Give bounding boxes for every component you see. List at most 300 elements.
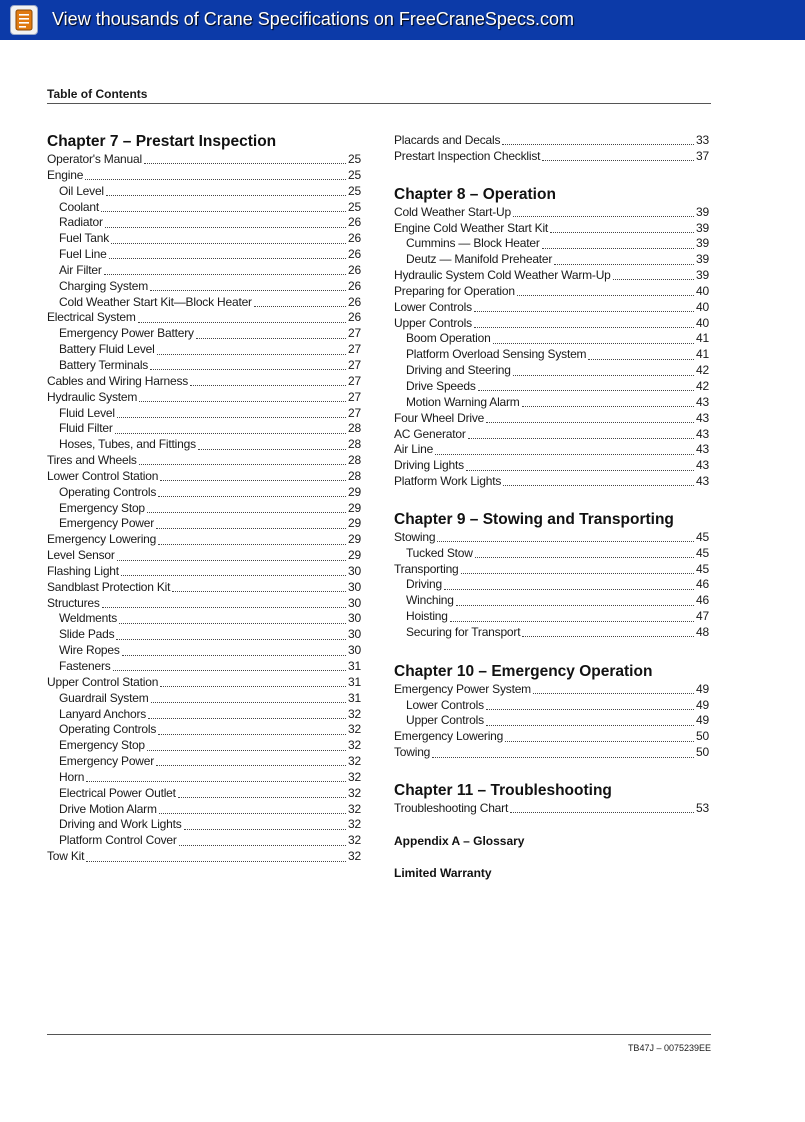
toc-entry-page: 26 bbox=[348, 294, 361, 309]
toc-dot-leader bbox=[158, 732, 346, 735]
toc-entry-label: Drive Speeds bbox=[406, 378, 476, 393]
toc-entry-fuel-tank[interactable] bbox=[47, 231, 361, 247]
toc-entry-slide-pads[interactable] bbox=[47, 627, 361, 643]
toc-entry-label: Upper Controls bbox=[406, 713, 484, 728]
toc-dot-leader bbox=[115, 431, 346, 434]
toc-entry-operating-controls[interactable] bbox=[47, 485, 361, 501]
toc-entry-page: 45 bbox=[696, 545, 709, 560]
toc-entry-level-sensor[interactable] bbox=[47, 548, 361, 564]
chapter-9-title: Chapter 9 – Stowing and Transporting bbox=[394, 510, 674, 528]
toc-entry-label: Cold Weather Start Kit—Block Heater bbox=[59, 294, 252, 309]
toc-entry-label: Prestart Inspection Checklist bbox=[394, 148, 541, 163]
toc-entry-page: 39 bbox=[696, 252, 709, 267]
toc-entry-page: 42 bbox=[696, 378, 709, 393]
toc-entry-page: 27 bbox=[348, 326, 361, 341]
toc-entry-page: 32 bbox=[348, 817, 361, 832]
toc-entry-label: Electrical System bbox=[47, 310, 136, 325]
toc-entry-page: 30 bbox=[348, 643, 361, 658]
toc-dot-leader bbox=[101, 209, 346, 212]
toc-entry-tucked-stow[interactable] bbox=[394, 546, 709, 562]
toc-dot-leader bbox=[160, 684, 346, 687]
toc-entry-label: Preparing for Operation bbox=[394, 283, 515, 298]
toc-entry-page: 40 bbox=[696, 315, 709, 330]
toc-entry-label: Air Line bbox=[394, 442, 434, 457]
toc-entry-emergency-power-system[interactable] bbox=[394, 682, 709, 698]
toc-dot-leader bbox=[432, 755, 694, 758]
toc-entry-page: 49 bbox=[696, 697, 709, 712]
toc-dot-leader bbox=[106, 193, 346, 196]
toc-entry-tires-and-wheels[interactable] bbox=[47, 453, 361, 469]
toc-entry-page: 32 bbox=[348, 769, 361, 784]
toc-entry-operating-controls[interactable] bbox=[47, 722, 361, 738]
toc-entry-wire-ropes[interactable] bbox=[47, 643, 361, 659]
toc-entry-deutz-manifold-preheater[interactable] bbox=[394, 252, 709, 268]
toc-dot-leader bbox=[138, 320, 346, 323]
toc-entry-page: 25 bbox=[348, 167, 361, 182]
toc-entry-lower-control-station[interactable] bbox=[47, 469, 361, 485]
toc-entry-label: Charging System bbox=[59, 278, 149, 293]
toc-entry-page: 26 bbox=[348, 278, 361, 293]
toc-entry-page: 39 bbox=[696, 236, 709, 251]
toc-entry-page: 32 bbox=[348, 833, 361, 848]
toc-entry-label: Emergency Power bbox=[59, 516, 155, 531]
toc-dot-leader bbox=[468, 436, 694, 439]
toc-dot-leader bbox=[522, 634, 694, 637]
toc-entry-driving[interactable] bbox=[394, 577, 709, 593]
toc-entry-label: Guardrail System bbox=[59, 690, 149, 705]
toc-entry-page: 47 bbox=[696, 609, 709, 624]
chapter-10-entries bbox=[394, 682, 709, 761]
toc-entry-fasteners[interactable] bbox=[47, 659, 361, 675]
chapter-8-title: Chapter 8 – Operation bbox=[394, 185, 556, 203]
toc-entry-label: Stowing bbox=[394, 529, 436, 544]
toc-entry-label: Engine Cold Weather Start Kit bbox=[394, 220, 549, 235]
toc-entry-prestart-inspection-checklist[interactable] bbox=[394, 149, 709, 165]
toc-entry-drive-motion-alarm[interactable] bbox=[47, 802, 361, 818]
toc-entry-emergency-lowering[interactable] bbox=[394, 729, 709, 745]
toc-entry-winching[interactable] bbox=[394, 593, 709, 609]
toc-entry-page: 48 bbox=[696, 624, 709, 639]
footer-divider bbox=[47, 1034, 711, 1035]
toc-entry-page: 53 bbox=[696, 801, 709, 815]
toc-entry-battery-terminals[interactable] bbox=[47, 358, 361, 374]
toc-entry-electrical-system[interactable] bbox=[47, 310, 361, 326]
toc-entry-label: Fluid Filter bbox=[59, 421, 113, 436]
toc-entry-hoisting[interactable] bbox=[394, 609, 709, 625]
toc-dot-leader bbox=[179, 843, 346, 846]
toc-entry-boom-operation[interactable] bbox=[394, 331, 709, 347]
toc-entry-label: Oil Level bbox=[59, 183, 104, 198]
toc-dot-leader bbox=[156, 526, 346, 529]
toc-entry-label: Four Wheel Drive bbox=[394, 410, 485, 425]
toc-entry-four-wheel-drive[interactable] bbox=[394, 411, 709, 427]
toc-entry-page: 43 bbox=[696, 474, 709, 489]
toc-entry-label: Coolant bbox=[59, 199, 99, 214]
toc-entry-flashing-light[interactable] bbox=[47, 564, 361, 580]
toc-entry-page: 27 bbox=[348, 342, 361, 357]
toc-entry-page: 32 bbox=[348, 754, 361, 769]
toc-dot-leader bbox=[178, 795, 346, 798]
toc-dot-leader bbox=[117, 415, 346, 418]
toc-entry-label: Fasteners bbox=[59, 659, 111, 673]
toc-entry-label: Emergency Lowering bbox=[394, 729, 504, 744]
toc-entry-upper-control-station[interactable] bbox=[47, 675, 361, 691]
toc-entry-page: 26 bbox=[348, 231, 361, 246]
toc-dot-leader bbox=[196, 336, 346, 339]
toc-entry-structures[interactable] bbox=[47, 596, 361, 612]
header-divider bbox=[47, 103, 711, 104]
toc-entry-fuel-line[interactable] bbox=[47, 247, 361, 263]
toc-entry-label: Emergency Power bbox=[59, 754, 155, 769]
toc-dot-leader bbox=[502, 142, 694, 145]
toc-entry-label: Placards and Decals bbox=[394, 133, 501, 147]
toc-entry-label: Cables and Wiring Harness bbox=[47, 373, 189, 388]
toc-entry-label: AC Generator bbox=[394, 426, 466, 441]
toc-dot-leader bbox=[159, 811, 346, 814]
chapter-10-title: Chapter 10 – Emergency Operation bbox=[394, 662, 653, 680]
toc-entry-page: 49 bbox=[696, 681, 709, 696]
toc-entry-page: 45 bbox=[696, 561, 709, 576]
toc-entry-lower-controls[interactable] bbox=[394, 698, 709, 714]
toc-dot-leader bbox=[172, 589, 346, 592]
toc-dot-leader bbox=[156, 763, 346, 766]
toc-dot-leader bbox=[104, 272, 346, 275]
toc-entry-page: 30 bbox=[348, 627, 361, 642]
toc-entry-driving-lights[interactable] bbox=[394, 458, 709, 474]
toc-entry-label: Emergency Power Battery bbox=[59, 326, 194, 341]
toc-entry-page: 29 bbox=[348, 500, 361, 515]
toc-dot-leader bbox=[475, 555, 694, 558]
toc-entry-page: 30 bbox=[348, 579, 361, 594]
toc-entry-label: Emergency Power System bbox=[394, 681, 531, 696]
toc-entry-cold-weather-start-kit-block-heater[interactable] bbox=[47, 295, 361, 311]
document-code: TB47J – 0075239EE bbox=[627, 1043, 711, 1053]
toc-entry-platform-overload-sensing-system[interactable] bbox=[394, 347, 709, 363]
banner-link[interactable]: View thousands of Crane Specifications on FreeCraneSpecs.com bbox=[52, 9, 574, 29]
toc-entry-page: 45 bbox=[696, 529, 709, 544]
toc-dot-leader bbox=[550, 230, 694, 233]
toc-dot-leader bbox=[437, 539, 694, 542]
toc-entry-engine[interactable] bbox=[47, 168, 361, 184]
toc-entry-page: 25 bbox=[348, 199, 361, 214]
toc-entry-page: 32 bbox=[348, 785, 361, 800]
toc-dot-leader bbox=[533, 691, 694, 694]
toc-entry-page: 40 bbox=[696, 283, 709, 298]
toc-entry-lower-controls[interactable] bbox=[394, 300, 709, 316]
toc-dot-leader bbox=[119, 621, 346, 624]
toc-entry-emergency-power-battery[interactable] bbox=[47, 326, 361, 342]
toc-entry-label: Driving bbox=[406, 577, 442, 592]
chapter-7-continued-entries bbox=[394, 133, 709, 165]
toc-entry-drive-speeds[interactable] bbox=[394, 379, 709, 395]
toc-entry-troubleshooting-chart[interactable] bbox=[394, 801, 709, 817]
toc-entry-page: 28 bbox=[348, 421, 361, 436]
toc-right-column bbox=[394, 133, 709, 881]
toc-dot-leader bbox=[435, 452, 694, 455]
toc-entry-motion-warning-alarm[interactable] bbox=[394, 395, 709, 411]
toc-entry-page: 31 bbox=[348, 674, 361, 689]
toc-entry-label: Operating Controls bbox=[59, 722, 157, 737]
toc-entry-page: 39 bbox=[696, 220, 709, 235]
toc-entry-page: 27 bbox=[348, 357, 361, 372]
toc-entry-page: 42 bbox=[696, 363, 709, 378]
toc-dot-leader bbox=[474, 309, 694, 312]
toc-entry-emergency-stop[interactable] bbox=[47, 738, 361, 754]
toc-entry-driving-and-steering[interactable] bbox=[394, 363, 709, 379]
toc-dot-leader bbox=[144, 161, 346, 164]
document-icon bbox=[10, 5, 38, 35]
toc-entry-page: 41 bbox=[696, 331, 709, 346]
toc-entry-towing[interactable] bbox=[394, 745, 709, 761]
toc-dot-leader bbox=[148, 716, 346, 719]
toc-dot-leader bbox=[588, 357, 694, 360]
toc-entry-page: 26 bbox=[348, 310, 361, 325]
toc-dot-leader bbox=[113, 668, 346, 671]
toc-dot-leader bbox=[86, 859, 346, 862]
toc-entry-label: Tow Kit bbox=[47, 849, 85, 864]
toc-entry-emergency-lowering[interactable] bbox=[47, 532, 361, 548]
toc-entry-label: Towing bbox=[394, 745, 431, 760]
toc-dot-leader bbox=[157, 352, 346, 355]
toc-entry-page: 32 bbox=[348, 722, 361, 737]
toc-entry-stowing[interactable] bbox=[394, 530, 709, 546]
toc-entry-charging-system[interactable] bbox=[47, 279, 361, 295]
toc-entry-label: Tires and Wheels bbox=[47, 453, 137, 468]
toc-entry-coolant[interactable] bbox=[47, 200, 361, 216]
toc-entry-page: 30 bbox=[348, 611, 361, 626]
toc-entry-label: Air Filter bbox=[59, 262, 102, 277]
toc-entry-operator-s-manual[interactable] bbox=[47, 152, 361, 168]
toc-entry-radiator[interactable] bbox=[47, 215, 361, 231]
toc-entry-fluid-level[interactable] bbox=[47, 406, 361, 422]
toc-entry-label: Lower Control Station bbox=[47, 468, 159, 483]
toc-entry-page: 27 bbox=[348, 389, 361, 404]
page-title: Table of Contents bbox=[47, 87, 148, 101]
toc-dot-leader bbox=[198, 447, 346, 450]
toc-entry-weldments[interactable] bbox=[47, 611, 361, 627]
toc-entry-label: Operator's Manual bbox=[47, 152, 142, 166]
toc-dot-leader bbox=[85, 177, 346, 180]
toc-entry-page: 27 bbox=[348, 405, 361, 420]
toc-entry-label: Flashing Light bbox=[47, 563, 119, 578]
toc-entry-page: 27 bbox=[348, 373, 361, 388]
toc-entry-horn[interactable] bbox=[47, 770, 361, 786]
toc-dot-leader bbox=[147, 510, 346, 513]
toc-entry-label: Structures bbox=[47, 595, 100, 610]
chapter-11-entries bbox=[394, 801, 709, 817]
toc-entry-electrical-power-outlet[interactable] bbox=[47, 786, 361, 802]
toc-entry-page: 29 bbox=[348, 548, 361, 563]
toc-entry-hoses-tubes-and-fittings[interactable] bbox=[47, 437, 361, 453]
toc-dot-leader bbox=[102, 605, 346, 608]
toc-entry-page: 30 bbox=[348, 595, 361, 610]
toc-entry-platform-work-lights[interactable] bbox=[394, 474, 709, 490]
toc-entry-preparing-for-operation[interactable] bbox=[394, 284, 709, 300]
toc-entry-page: 26 bbox=[348, 247, 361, 262]
toc-entry-label: Engine bbox=[47, 167, 84, 182]
toc-entry-oil-level[interactable] bbox=[47, 184, 361, 200]
toc-dot-leader bbox=[150, 367, 346, 370]
toc-dot-leader bbox=[184, 827, 346, 830]
toc-entry-label: Hydraulic System bbox=[47, 389, 138, 404]
toc-dot-leader bbox=[503, 483, 694, 486]
toc-dot-leader bbox=[450, 619, 694, 622]
toc-dot-leader bbox=[461, 571, 695, 574]
toc-dot-leader bbox=[139, 399, 346, 402]
toc-entry-label: Battery Terminals bbox=[59, 357, 149, 372]
toc-entry-page: 32 bbox=[348, 738, 361, 753]
toc-entry-engine-cold-weather-start-kit[interactable] bbox=[394, 221, 709, 237]
toc-entry-label: Lower Controls bbox=[394, 299, 472, 314]
toc-entry-page: 49 bbox=[696, 713, 709, 728]
toc-entry-page: 28 bbox=[348, 468, 361, 483]
toc-dot-leader bbox=[254, 304, 346, 307]
toc-entry-label: Slide Pads bbox=[59, 627, 115, 642]
toc-dot-leader bbox=[517, 293, 694, 296]
toc-entry-page: 39 bbox=[696, 204, 709, 219]
toc-entry-label: Driving and Steering bbox=[406, 363, 511, 378]
toc-entry-cummins-block-heater[interactable] bbox=[394, 236, 709, 252]
toc-entry-label: Cold Weather Start-Up bbox=[394, 204, 511, 219]
toc-entry-label: Electrical Power Outlet bbox=[59, 785, 176, 800]
toc-dot-leader bbox=[554, 262, 694, 265]
toc-entry-label: Sandblast Protection Kit bbox=[47, 579, 171, 594]
toc-dot-leader bbox=[139, 462, 346, 465]
toc-entry-label: Platform Overload Sensing System bbox=[406, 347, 587, 362]
toc-dot-leader bbox=[147, 748, 346, 751]
toc-dot-leader bbox=[493, 341, 694, 344]
toc-dot-leader bbox=[160, 478, 346, 481]
toc-entry-ac-generator[interactable] bbox=[394, 427, 709, 443]
toc-entry-page: 31 bbox=[348, 690, 361, 705]
toc-entry-page: 43 bbox=[696, 426, 709, 441]
toc-entry-page: 26 bbox=[348, 215, 361, 230]
toc-entry-air-line[interactable] bbox=[394, 442, 709, 458]
toc-dot-leader bbox=[121, 573, 346, 576]
toc-entry-transporting[interactable] bbox=[394, 562, 709, 578]
toc-entry-page: 43 bbox=[696, 394, 709, 409]
toc-entry-label: Emergency Stop bbox=[59, 500, 145, 515]
toc-entry-label: Upper Controls bbox=[394, 315, 472, 330]
toc-entry-label: Hydraulic System Cold Weather Warm-Up bbox=[394, 268, 611, 283]
toc-dot-leader bbox=[513, 214, 694, 217]
toc-entry-sandblast-protection-kit[interactable] bbox=[47, 580, 361, 596]
chapter-7-title: Chapter 7 – Prestart Inspection bbox=[47, 133, 277, 150]
toc-entry-label: Horn bbox=[59, 769, 85, 784]
toc-dot-leader bbox=[158, 494, 346, 497]
toc-entry-label: Fuel Tank bbox=[59, 231, 110, 246]
toc-entry-label: Emergency Stop bbox=[59, 738, 145, 753]
toc-entry-label: Hoses, Tubes, and Fittings bbox=[59, 437, 196, 452]
toc-entry-label: Radiator bbox=[59, 215, 103, 230]
toc-dot-leader bbox=[542, 158, 694, 161]
toc-entry-emergency-stop[interactable] bbox=[47, 501, 361, 517]
toc-entry-tow-kit[interactable] bbox=[47, 849, 361, 865]
toc-entry-label: Boom Operation bbox=[406, 331, 491, 346]
toc-entry-label: Wire Ropes bbox=[59, 643, 120, 658]
toc-dot-leader bbox=[505, 739, 694, 742]
toc-entry-label: Operating Controls bbox=[59, 484, 157, 499]
toc-entry-label: Motion Warning Alarm bbox=[406, 394, 520, 409]
toc-entry-battery-fluid-level[interactable] bbox=[47, 342, 361, 358]
chapter-8-entries bbox=[394, 205, 709, 490]
toc-entry-cold-weather-start-up[interactable] bbox=[394, 205, 709, 221]
toc-entry-cables-and-wiring-harness[interactable] bbox=[47, 374, 361, 390]
toc-entry-emergency-power[interactable] bbox=[47, 754, 361, 770]
toc-dot-leader bbox=[109, 256, 346, 259]
toc-entry-page: 26 bbox=[348, 262, 361, 277]
toc-entry-page: 28 bbox=[348, 437, 361, 452]
limited-warranty-title[interactable]: Limited Warranty bbox=[394, 865, 492, 880]
toc-entry-page: 50 bbox=[696, 745, 709, 760]
toc-entry-page: 40 bbox=[696, 299, 709, 314]
toc-entry-page: 32 bbox=[348, 706, 361, 721]
toc-dot-leader bbox=[542, 246, 694, 249]
toc-entry-label: Driving and Work Lights bbox=[59, 817, 182, 832]
toc-entry-page: 50 bbox=[696, 729, 709, 744]
toc-entry-page: 37 bbox=[696, 148, 709, 163]
toc-entry-label: Lower Controls bbox=[406, 697, 484, 712]
toc-entry-label: Transporting bbox=[394, 561, 459, 576]
toc-dot-leader bbox=[486, 420, 694, 423]
toc-entry-page: 33 bbox=[696, 133, 709, 147]
toc-entry-securing-for-transport[interactable] bbox=[394, 625, 709, 641]
toc-entry-hydraulic-system[interactable] bbox=[47, 390, 361, 406]
toc-entry-page: 29 bbox=[348, 516, 361, 531]
toc-entry-page: 25 bbox=[348, 183, 361, 198]
toc-entry-page: 29 bbox=[348, 484, 361, 499]
toc-dot-leader bbox=[116, 637, 346, 640]
toc-dot-leader bbox=[150, 288, 346, 291]
toc-entry-label: Upper Control Station bbox=[47, 674, 159, 689]
toc-entry-label: Lanyard Anchors bbox=[59, 706, 147, 721]
toc-dot-leader bbox=[522, 404, 694, 407]
toc-dot-leader bbox=[486, 707, 694, 710]
toc-entry-label: Tucked Stow bbox=[406, 545, 473, 560]
toc-dot-leader bbox=[111, 241, 346, 244]
toc-dot-leader bbox=[466, 468, 694, 471]
toc-entry-page: 31 bbox=[348, 659, 361, 673]
toc-entry-placards-and-decals[interactable] bbox=[394, 133, 709, 149]
toc-entry-label: Emergency Lowering bbox=[47, 532, 157, 547]
toc-dot-leader bbox=[513, 373, 694, 376]
toc-entry-fluid-filter[interactable] bbox=[47, 421, 361, 437]
toc-dot-leader bbox=[510, 810, 694, 813]
toc-entry-label: Fluid Level bbox=[59, 405, 115, 420]
toc-entry-page: 43 bbox=[696, 458, 709, 473]
toc-entry-upper-controls[interactable] bbox=[394, 713, 709, 729]
toc-entry-page: 46 bbox=[696, 577, 709, 592]
toc-entry-page: 46 bbox=[696, 593, 709, 608]
toc-dot-leader bbox=[151, 700, 347, 703]
toc-entry-emergency-power[interactable] bbox=[47, 516, 361, 532]
promo-banner[interactable] bbox=[0, 0, 805, 40]
toc-entry-lanyard-anchors[interactable] bbox=[47, 707, 361, 723]
toc-dot-leader bbox=[456, 603, 694, 606]
toc-dot-leader bbox=[478, 388, 694, 391]
toc-dot-leader bbox=[486, 723, 694, 726]
toc-entry-guardrail-system[interactable] bbox=[47, 691, 361, 707]
toc-entry-page: 41 bbox=[696, 347, 709, 362]
appendix-a-title[interactable]: Appendix A – Glossary bbox=[394, 833, 525, 848]
toc-entry-air-filter[interactable] bbox=[47, 263, 361, 279]
toc-entry-platform-control-cover[interactable] bbox=[47, 833, 361, 849]
toc-entry-upper-controls[interactable] bbox=[394, 316, 709, 332]
toc-dot-leader bbox=[613, 277, 694, 280]
toc-entry-hydraulic-system-cold-weather-warm-up[interactable] bbox=[394, 268, 709, 284]
toc-entry-driving-and-work-lights[interactable] bbox=[47, 817, 361, 833]
toc-entry-label: Fuel Line bbox=[59, 247, 107, 262]
